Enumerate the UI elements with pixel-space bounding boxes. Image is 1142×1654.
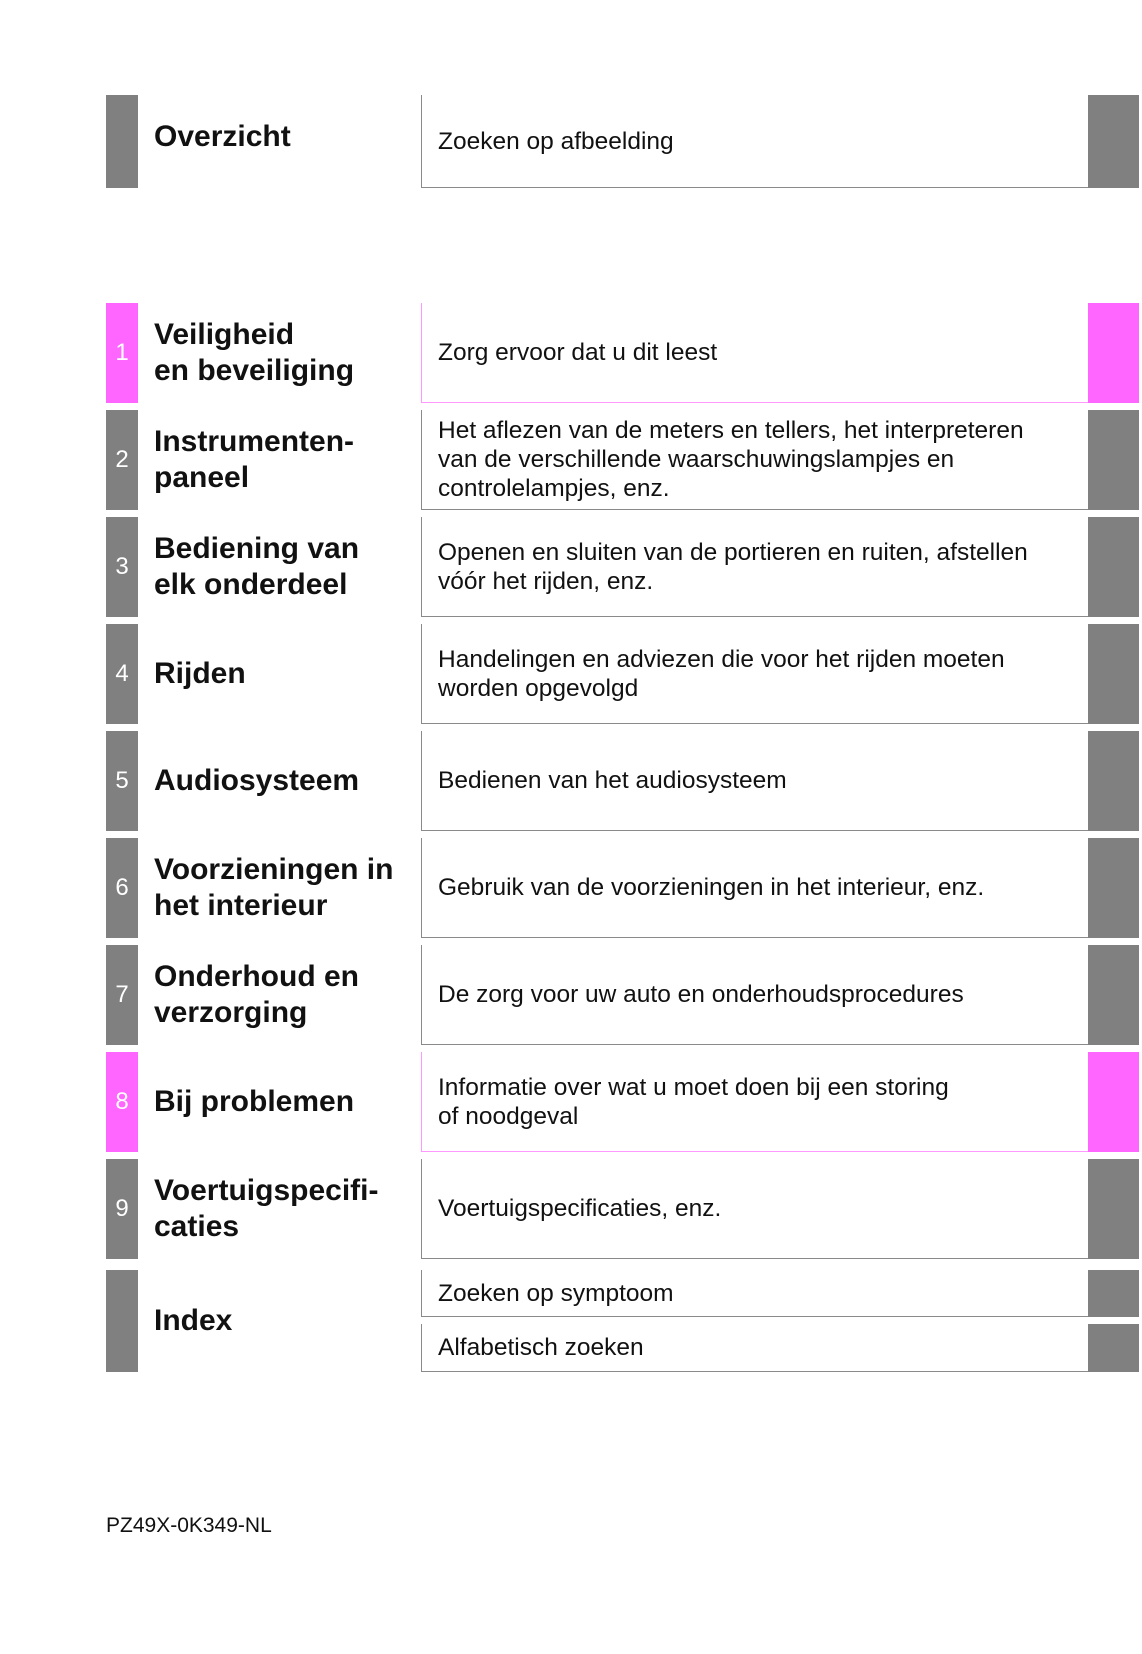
overview-title: Overzicht xyxy=(154,120,291,153)
chapter-endtab xyxy=(1088,1052,1139,1152)
chapter-desc-box xyxy=(421,1052,1088,1152)
chapter-desc-box xyxy=(421,303,1088,403)
overview-description: Zoeken op afbeelding xyxy=(438,127,674,155)
chapter-title: Bediening van elk onderdeel xyxy=(154,532,360,601)
chapter-endtab xyxy=(1088,410,1139,510)
chapter-title: Bij problemen xyxy=(154,1085,355,1118)
chapter-row[interactable] xyxy=(0,517,1142,617)
chapter-row[interactable] xyxy=(0,303,1142,403)
chapter-endtab xyxy=(1088,1159,1139,1259)
chapter-endtab xyxy=(1088,731,1139,831)
chapter-title: Onderhoud en verzorging xyxy=(154,960,359,1029)
chapter-description: Bedienen van het audiosysteem xyxy=(438,767,787,794)
chapter-row[interactable] xyxy=(0,731,1142,831)
index-item-label: Zoeken op symptoom xyxy=(438,1279,674,1307)
chapter-endtab xyxy=(1088,517,1139,617)
chapter-number-tab: 6 xyxy=(106,838,138,938)
chapter-row[interactable] xyxy=(0,410,1142,510)
chapter-description: Gebruik van de voorzieningen in het interieur, enz. xyxy=(438,874,985,901)
chapter-endtab xyxy=(1088,945,1139,1045)
chapter-title: Audiosysteem xyxy=(154,764,360,797)
chapter-description: De zorg voor uw auto en onderhoudsprocedures xyxy=(438,981,964,1008)
overview-tab xyxy=(106,95,138,188)
chapter-description: Het aflezen van de meters en tellers, het interpreteren van de verschillende waarschuwingslampjes en controlelampjes, enz. xyxy=(438,417,1024,502)
chapter-row[interactable] xyxy=(0,945,1142,1045)
index-item-symptom[interactable] xyxy=(421,1270,1088,1317)
chapter-row[interactable] xyxy=(0,838,1142,938)
index-title: Index xyxy=(154,1304,233,1337)
chapter-number-tab: 8 xyxy=(106,1052,138,1152)
overview-row[interactable] xyxy=(0,95,1142,188)
chapter-desc-box xyxy=(421,731,1088,831)
chapter-number-tab: 7 xyxy=(106,945,138,1045)
index-item-alphabetic-endtab xyxy=(1088,1324,1139,1372)
chapter-description: Informatie over wat u moet doen bij een storing of noodgeval xyxy=(438,1073,949,1130)
chapter-row[interactable] xyxy=(0,624,1142,724)
chapter-description: Zorg ervoor dat u dit leest xyxy=(438,339,718,366)
overview-endtab xyxy=(1088,95,1139,188)
chapter-desc-box xyxy=(421,517,1088,617)
index-tab xyxy=(106,1270,138,1372)
chapter-title: Rijden xyxy=(154,657,246,690)
chapter-desc-box xyxy=(421,1159,1088,1259)
chapter-description: Openen en sluiten van de portieren en ruiten, afstellen vóór het rijden, enz. xyxy=(438,538,1028,595)
chapter-desc-box xyxy=(421,945,1088,1045)
index-item-symptom-endtab xyxy=(1088,1270,1139,1317)
chapter-number-tab: 9 xyxy=(106,1159,138,1259)
chapter-desc-box xyxy=(421,624,1088,724)
chapter-number-tab: 1 xyxy=(106,303,138,403)
chapter-title: Instrumenten- paneel xyxy=(154,425,355,494)
document-code: PZ49X-0K349-NL xyxy=(106,1514,272,1537)
chapter-description: Handelingen en adviezen die voor het rijden moeten worden opgevolgd xyxy=(438,645,1005,702)
chapter-number-tab: 3 xyxy=(106,517,138,617)
chapter-title: Veiligheid en beveiliging xyxy=(154,318,355,387)
chapter-row[interactable] xyxy=(0,1159,1142,1259)
chapter-title: Voertuigspecifi- caties xyxy=(154,1174,379,1243)
index-item-label: Alfabetisch zoeken xyxy=(438,1334,644,1361)
chapter-desc-box xyxy=(421,410,1088,510)
chapter-row[interactable] xyxy=(0,1052,1142,1152)
chapter-title: Voorzieningen in het interieur xyxy=(154,853,394,922)
chapter-number-tab: 5 xyxy=(106,731,138,831)
chapter-description: Voertuigspecificaties, enz. xyxy=(438,1195,722,1222)
chapter-number-tab: 4 xyxy=(106,624,138,724)
chapter-endtab xyxy=(1088,303,1139,403)
chapter-endtab xyxy=(1088,624,1139,724)
overview-desc-box xyxy=(421,95,1088,188)
chapter-desc-box xyxy=(421,838,1088,938)
index-item-alphabetic[interactable] xyxy=(421,1324,1088,1372)
chapter-endtab xyxy=(1088,838,1139,938)
chapter-number-tab: 2 xyxy=(106,410,138,510)
